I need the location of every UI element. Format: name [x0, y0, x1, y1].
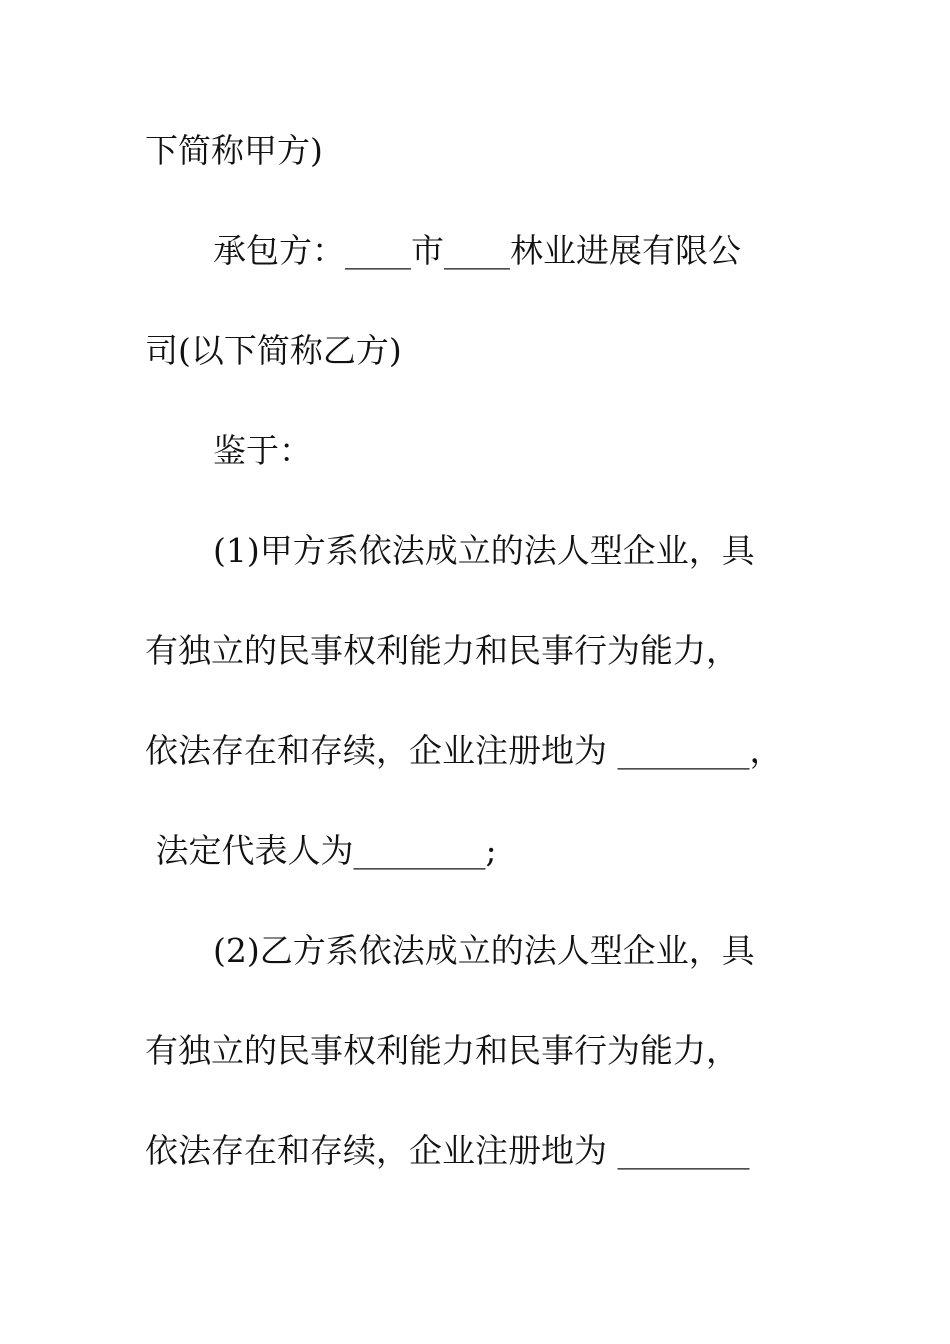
text-line-9: (2)乙方系依法成立的法人型企业，具: [213, 931, 755, 970]
text-line-5: (1)甲方系依法成立的法人型企业，具: [213, 531, 755, 570]
text-line-8: 法定代表人为________;: [145, 831, 497, 870]
text-line-6: 有独立的民事权利能力和民事行为能力，: [145, 631, 739, 670]
text-line-11: 依法存在和存续，企业注册地为 ________: [145, 1131, 750, 1170]
text-line-3: 司(以下简称乙方): [145, 331, 402, 370]
text-line-2: 承包方：____市____林业进展有限公: [213, 231, 741, 270]
text-line-4: 鉴于：: [213, 431, 312, 470]
text-line-10: 有独立的民事权利能力和民事行为能力，: [145, 1031, 739, 1070]
text-line-1: 下简称甲方): [145, 131, 323, 170]
text-line-7: 依法存在和存续，企业注册地为 ________，: [145, 731, 783, 770]
